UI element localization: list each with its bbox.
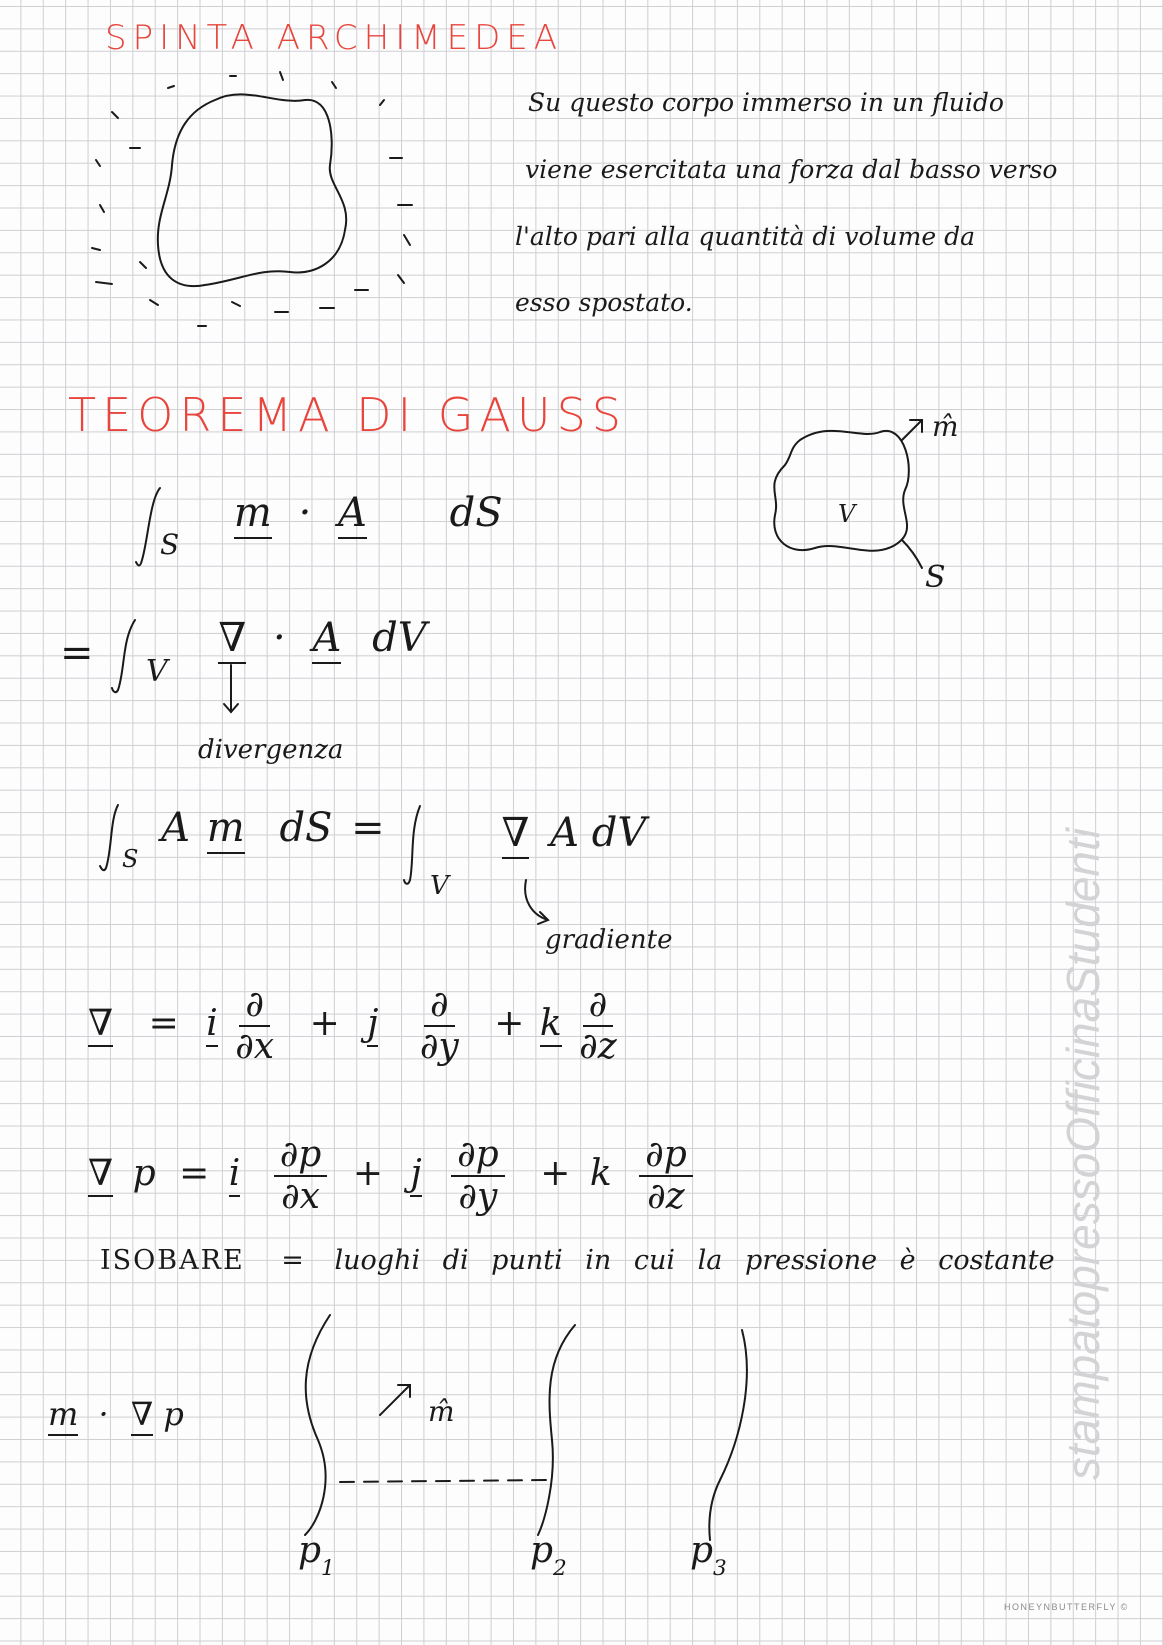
grad-p-k: k	[589, 1152, 612, 1194]
eq1-field: A	[338, 490, 367, 539]
isobare-line	[100, 1245, 1055, 1276]
watermark: stampatopressoOfficinaStudenti	[1057, 827, 1109, 1480]
isobar-3	[709, 1330, 747, 1540]
normal-arrow-head	[910, 420, 922, 432]
archimede-line-4: esso spostato.	[515, 288, 693, 317]
isobar-normal-arrow-head	[398, 1385, 410, 1397]
eq1-sub: S	[160, 528, 180, 561]
eq1-dot: ·	[298, 490, 312, 536]
eq3-lhs-sub: S	[122, 845, 139, 873]
integral-sign-1	[136, 488, 160, 566]
nabla-lhs: ∇	[88, 1003, 113, 1047]
nabla-frac-z: $\frac{\partial}{\partial z}$	[579, 984, 617, 1067]
integral-sign-4	[404, 806, 420, 884]
archimede-line-1: Su questo corpo immerso in un fluido	[528, 88, 1004, 117]
eq3-rhs-body: A dV	[550, 810, 647, 856]
eq3-lhs-diff: dS	[279, 805, 333, 851]
isobar-expr-nabla: ∇	[131, 1395, 153, 1436]
isobar-normal-arrow	[380, 1385, 410, 1415]
archimede-title: SPINTA ARCHIMEDEA	[105, 18, 564, 58]
nabla-plus-1: +	[309, 1002, 340, 1044]
isobar-normal-label: m̂	[428, 1395, 455, 1428]
divergence-arrow-head	[224, 704, 238, 712]
eq3-nabla: ∇	[502, 810, 530, 859]
grad-p-p: p	[132, 1152, 156, 1194]
gauss-surface-label: S	[925, 560, 946, 595]
nabla-frac-x: $\frac{\partial}{\partial x}$	[235, 984, 275, 1067]
nabla-k: k	[540, 1003, 562, 1047]
nabla-equals: =	[148, 1002, 179, 1044]
eq3-right	[430, 810, 646, 901]
pressure-label-1: $p_1$	[298, 1530, 335, 1581]
archimede-line-2: viene esercitata una forza dal basso verso	[525, 155, 1058, 184]
isobar-connector	[340, 1480, 548, 1482]
eq1-diff: dS	[449, 490, 503, 536]
gauss-volume-label: V	[838, 500, 856, 528]
grad-p-equals: =	[179, 1152, 210, 1194]
grad-p-frac-y: $\frac{\partial p}{\partial y}$	[451, 1135, 505, 1216]
isobar-2	[538, 1325, 575, 1535]
isobare-text: luoghi di punti in cui la pressione è costante	[334, 1245, 1055, 1276]
eq2-field: A	[312, 615, 341, 664]
isobar-expression	[48, 1395, 184, 1433]
nabla-definition	[88, 985, 623, 1066]
nabla-i: i	[206, 1003, 218, 1047]
isobar-expr-normal: m	[48, 1395, 78, 1436]
surface-pointer	[902, 540, 922, 568]
grad-p-i: i	[229, 1153, 241, 1197]
pressure-marks	[92, 72, 412, 326]
eq2	[146, 615, 427, 689]
eq3-normal: m	[207, 805, 245, 854]
nabla-plus-2: +	[494, 1002, 525, 1044]
grad-p-nabla: ∇	[88, 1153, 113, 1197]
grad-p-frac-z: $\frac{\partial p}{\partial z}$	[639, 1135, 693, 1216]
grad-p-j: j	[410, 1153, 421, 1197]
divergence-note: divergenza	[198, 735, 344, 765]
isobar-expr-dot: ·	[98, 1395, 109, 1433]
eq3-equals: =	[351, 805, 385, 851]
grad-p-plus-1: +	[352, 1152, 383, 1194]
pressure-label-2: $p_2$	[530, 1530, 567, 1581]
eq2-sub: V	[146, 654, 168, 689]
credit: HONEYNBUTTERFLY ©	[1004, 1602, 1129, 1612]
gradient-arrow-head	[538, 912, 548, 924]
isobar-1	[305, 1315, 330, 1535]
eq1-normal: m	[234, 490, 272, 539]
archimede-line-3: l'alto pari alla quantità di volume da	[515, 222, 975, 251]
eq3-rhs-sub: V	[430, 871, 449, 901]
pressure-label-3: $p_3$	[690, 1530, 727, 1581]
gauss-region-outline	[774, 431, 909, 551]
isobare-label: ISOBARE	[100, 1245, 245, 1276]
eq2-nabla: ∇	[218, 615, 246, 664]
eq1	[160, 490, 503, 561]
gradient-note: gradiente	[545, 925, 673, 955]
integral-sign-3	[100, 805, 118, 870]
eq3-lhs-body: A	[161, 805, 191, 851]
integral-sign-2	[112, 620, 135, 692]
eq3-left	[122, 805, 385, 873]
grad-p-plus-2: +	[540, 1152, 571, 1194]
nabla-j: j	[367, 1003, 378, 1047]
grad-p-frac-x: $\frac{\partial p}{\partial x}$	[274, 1135, 328, 1216]
nabla-frac-y: $\frac{\partial}{\partial y}$	[419, 984, 459, 1067]
eq2-diff: dV	[372, 615, 427, 661]
eq2-equals: =	[60, 630, 94, 676]
gauss-title: TEOREMA DI GAUSS	[68, 388, 627, 442]
eq2-dot: ·	[273, 615, 286, 661]
immersed-body-outline	[158, 94, 346, 286]
normal-arrow-shaft	[902, 420, 922, 440]
gauss-normal-label: m̂	[932, 410, 959, 443]
grad-p-definition	[88, 1135, 699, 1216]
isobare-equals: =	[281, 1245, 304, 1276]
isobar-expr-p: p	[163, 1395, 184, 1433]
